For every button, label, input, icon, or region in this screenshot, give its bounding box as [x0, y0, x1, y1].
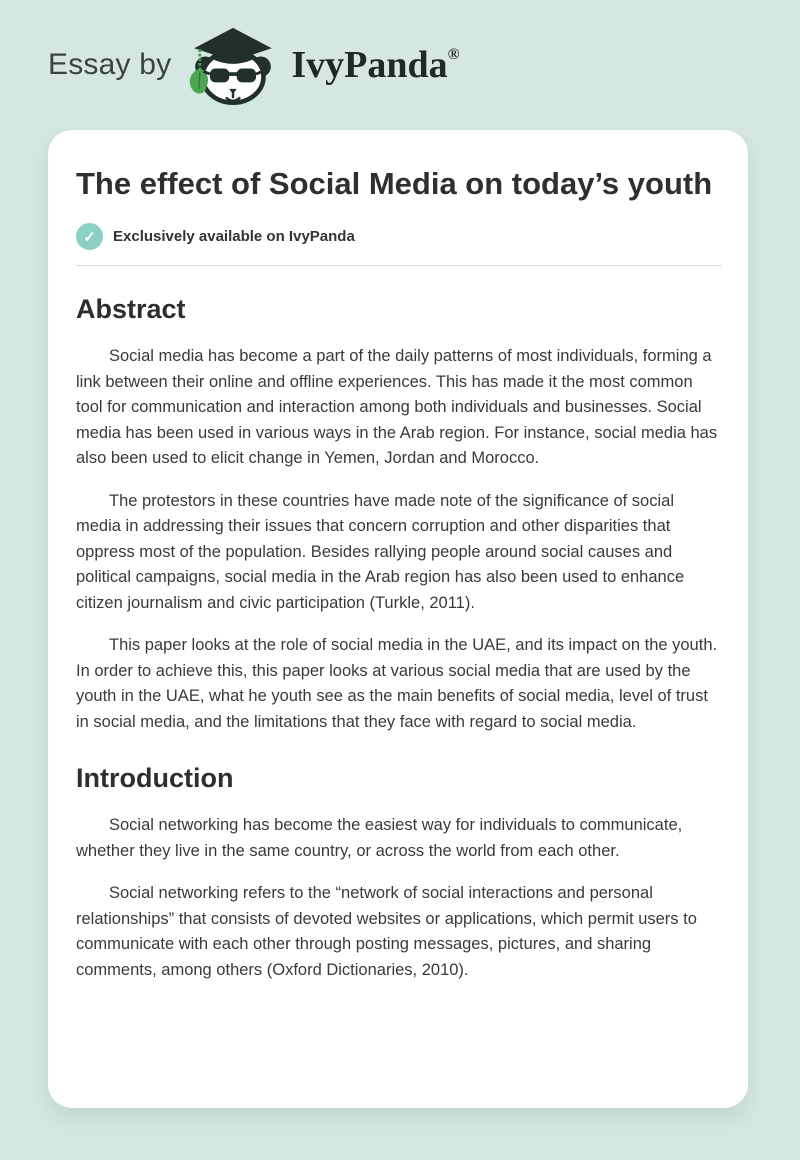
abstract-paragraph-3: This paper looks at the role of social media in the UAE, and its impact on the youth. In order to achieve this, this paper looks at various social media that are used by the youth in the UAE, what he youth see as the main benefits of social media, level of trust in social media, and the limitations that they face with regard to social media. — [76, 636, 718, 731]
essay-by-label: Essay by — [48, 48, 172, 81]
check-icon: ✓ — [76, 223, 103, 250]
essay-card — [48, 130, 748, 1108]
ivypanda-panda-logo-icon — [185, 20, 281, 111]
page-header — [0, 0, 800, 130]
abstract-paragraph-1: Social media has become a part of the daily patterns of most individuals, forming a link between their online and offline experiences. This has made it the most common tool for communication and interaction among both individuals and businesses. Social media has been used in various ways in the Arab region. For instance, social media has also been used to elicit change in Yemen, Jordan and Morocco. — [76, 347, 718, 467]
essay-title: The effect of Social Media on today’s youth — [76, 166, 713, 201]
section-heading-abstract: Abstract — [76, 294, 186, 324]
abstract-paragraph-2: The protestors in these countries have made note of the significance of social media in addressing their issues that concern corruption and other disparities that oppress most of the population. Besides rallying people around social causes and political campaigns, social media in the Arab region has also been used to enhance citizen journalism and civic participation (Turkle, 2011). — [76, 491, 685, 612]
divider — [76, 265, 722, 266]
introduction-paragraph-1: Social networking has become the easiest way for individuals to communicate, whether they live in the same country, or across the world from each other. — [76, 816, 683, 860]
registered-trademark-symbol: ® — [447, 46, 460, 63]
section-heading-introduction: Introduction — [76, 763, 234, 793]
introduction-paragraph-2: Social networking refers to the “network of social interactions and personal relationships” that consists of devoted websites or applications, which permit users to communicate with each other through posting messages, pictures, and sharing comments, among others (Oxford Dictionaries, 2010). — [76, 884, 697, 979]
exclusive-badge-label: Exclusively available on IvyPanda — [113, 228, 355, 245]
exclusive-badge — [76, 223, 722, 250]
ivypanda-wordmark: IvyPanda® — [291, 44, 460, 86]
ivypanda-brand-link[interactable] — [185, 20, 459, 111]
